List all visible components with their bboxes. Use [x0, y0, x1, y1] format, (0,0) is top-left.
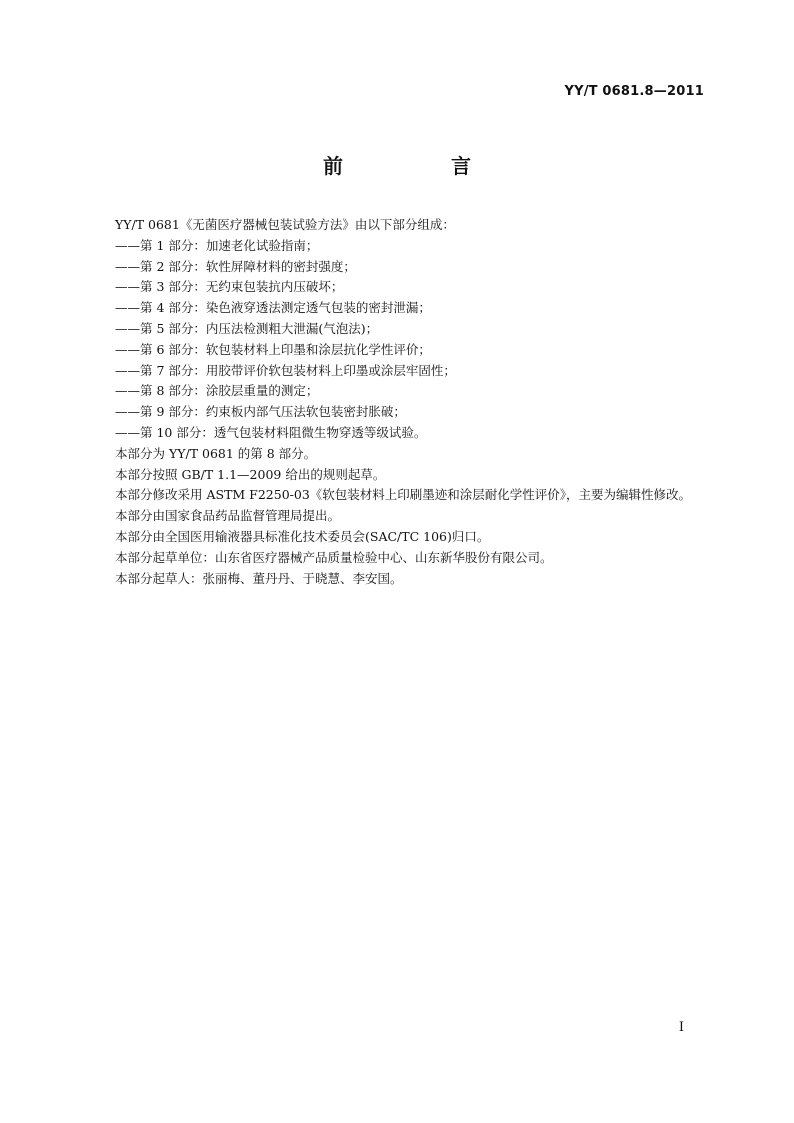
paragraph-part-statement: 本部分为 YY/T 0681 的第 8 部分。: [115, 445, 317, 461]
paragraph-intro: YY/T 0681《无菌医疗器械包装试验方法》由以下部分组成：: [115, 217, 455, 232]
paragraph-drafting-units: 本部分起草单位：山东省医疗器械产品质量检验中心、山东新华股份有限公司。: [115, 549, 553, 565]
list-item-part-5: ——第 5 部分：内压法检测粗大泄漏(气泡法)；: [115, 320, 379, 336]
list-item-part-6: ——第 6 部分：软包装材料上印墨和涂层抗化学性评价；: [115, 341, 431, 357]
page-number: I: [678, 1020, 684, 1035]
list-item-part-9: ——第 9 部分：约束板内部气压法软包装密封胀破；: [115, 404, 406, 420]
paragraph-committee: 本部分由全国医用输液器具标准化技术委员会(SAC/TC 106)归口。: [115, 528, 490, 544]
page-title: 前 言: [323, 154, 515, 178]
paragraph-proposer: 本部分由国家食品药品监督管理局提出。: [115, 508, 341, 524]
foreword-body: [90, 215, 706, 589]
standard-code: YY/T 0681.8—2011: [564, 84, 704, 99]
list-item-part-10: ——第 10 部分：透气包装材料阻微生物穿透等级试验。: [115, 424, 427, 440]
list-item-part-1: ——第 1 部分：加速老化试验指南；: [115, 237, 319, 253]
list-item-part-4: ——第 4 部分：染色液穿透法测定透气包装的密封泄漏；: [115, 300, 431, 316]
list-item-part-3: ——第 3 部分：无约束包装抗内压破坏；: [115, 279, 344, 295]
paragraph-drafters: 本部分起草人：张丽梅、董丹丹、于晓慧、李安国。: [115, 570, 403, 586]
paragraph-drafting-rules: 本部分按照 GB/T 1.1—2009 给出的规则起草。: [115, 466, 386, 482]
list-item-part-8: ——第 8 部分：涂胶层重量的测定；: [115, 383, 319, 399]
list-item-part-7: ——第 7 部分：用胶带评价软包装材料上印墨或涂层牢固性；: [115, 362, 456, 378]
list-item-part-2: ——第 2 部分：软性屏障材料的密封强度；: [115, 258, 356, 274]
paragraph-modification: 本部分修改采用 ASTM F2250-03《软包装材料上印刷墨迹和涂层耐化学性评价》，主要为编辑性修改。: [115, 487, 692, 503]
